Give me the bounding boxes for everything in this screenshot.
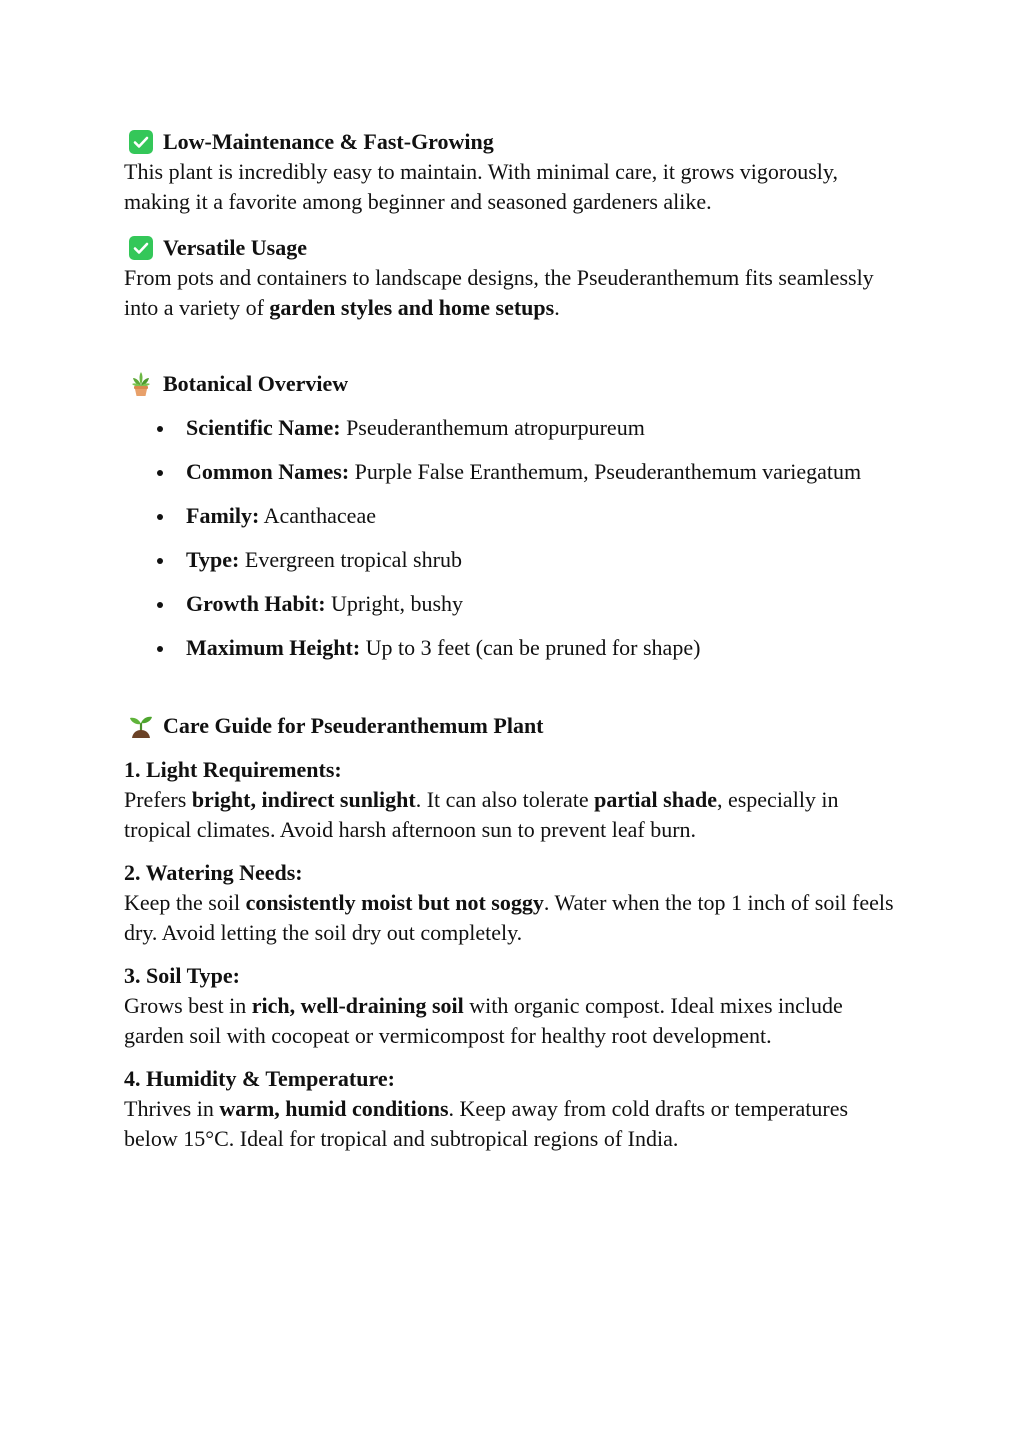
item-label: Growth Habit: — [186, 591, 326, 616]
item-label: Maximum Height: — [186, 635, 361, 660]
item-value: Upright, bushy — [325, 591, 464, 616]
item-value: Evergreen tropical shrub — [239, 547, 462, 572]
section-heading-text: Botanical Overview — [163, 371, 349, 396]
text-run: Prefers — [124, 787, 192, 812]
care-section-text — [124, 1094, 904, 1154]
feature-versatile-usage — [124, 233, 904, 323]
list-item — [186, 457, 904, 487]
feature-description: This plant is incredibly easy to maintain. With minimal care, it grows vigorously, making it a favorite among beginner and seasoned gardeners alike. — [124, 159, 838, 214]
care-section-text — [124, 785, 904, 845]
list-item — [186, 545, 904, 575]
care-section-soil — [124, 961, 904, 1051]
text-run: . — [554, 295, 560, 320]
item-label: Family: — [186, 503, 260, 528]
section-heading-botanical — [124, 369, 904, 399]
bold-text-run: garden styles and home setups — [269, 295, 555, 320]
botanical-overview-list — [124, 413, 904, 663]
feature-title-text: Versatile Usage — [163, 235, 307, 260]
feature-description — [124, 263, 904, 323]
text-run: . Water when the top 1 inch of soil feels dry. Avoid letting the soil dry out completely. — [124, 890, 894, 945]
care-section-humidity — [124, 1064, 904, 1154]
list-item — [186, 633, 904, 663]
feature-low-maintenance — [124, 127, 904, 217]
care-section-title: 3. Soil Type: — [124, 963, 240, 988]
care-section-watering — [124, 858, 904, 948]
feature-title — [124, 233, 904, 263]
bold-text-run: bright, indirect sunlight — [191, 787, 416, 812]
text-run: Grows best in — [124, 993, 252, 1018]
document-page — [124, 127, 904, 1167]
item-label: Scientific Name: — [186, 415, 341, 440]
bold-text-run: warm, humid conditions — [219, 1096, 449, 1121]
item-label: Type: — [186, 547, 240, 572]
care-section-text — [124, 888, 904, 948]
check-box-icon — [129, 130, 153, 154]
bold-text-run: partial shade — [594, 787, 717, 812]
list-item — [186, 501, 904, 531]
feature-title — [124, 127, 904, 157]
check-box-icon — [129, 236, 153, 260]
item-value: Acanthaceae — [259, 503, 376, 528]
seedling-icon — [127, 712, 155, 740]
section-heading-text: Care Guide for Pseuderanthemum Plant — [163, 713, 544, 738]
feature-title-text: Low-Maintenance & Fast-Growing — [163, 129, 494, 154]
care-section-text — [124, 991, 904, 1051]
bold-text-run: rich, well-draining soil — [251, 993, 464, 1018]
item-value: Pseuderanthemum atropurpureum — [340, 415, 645, 440]
care-section-title: 1. Light Requirements: — [124, 757, 342, 782]
text-run: Keep the soil — [124, 890, 246, 915]
text-run: Thrives in — [124, 1096, 220, 1121]
list-item — [186, 589, 904, 619]
item-value: Purple False Eranthemum, Pseuderanthemum variegatum — [349, 459, 862, 484]
text-run: From pots and containers to landscape designs, the Pseuderanthemum fits seamlessly into a variety of — [124, 265, 874, 320]
list-item — [186, 413, 904, 443]
text-run: . Keep away from cold drafts or temperatures below 15°C. Ideal for tropical and subtropical regions of India. — [124, 1096, 849, 1151]
section-heading-care — [124, 711, 904, 741]
care-section-light — [124, 755, 904, 845]
potted-plant-icon — [127, 370, 155, 398]
item-label: Common Names: — [186, 459, 350, 484]
bold-text-run: consistently moist but not soggy — [245, 890, 544, 915]
care-section-title: 2. Watering Needs: — [124, 860, 303, 885]
text-run: , especially in tropical climates. Avoid harsh afternoon sun to prevent leaf burn. — [124, 787, 839, 842]
item-value: Up to 3 feet (can be pruned for shape) — [360, 635, 701, 660]
text-run: with organic compost. Ideal mixes include garden soil with cocopeat or vermicompost for healthy root development. — [124, 993, 843, 1048]
text-run: . It can also tolerate — [415, 787, 595, 812]
care-section-title: 4. Humidity & Temperature: — [124, 1066, 395, 1091]
